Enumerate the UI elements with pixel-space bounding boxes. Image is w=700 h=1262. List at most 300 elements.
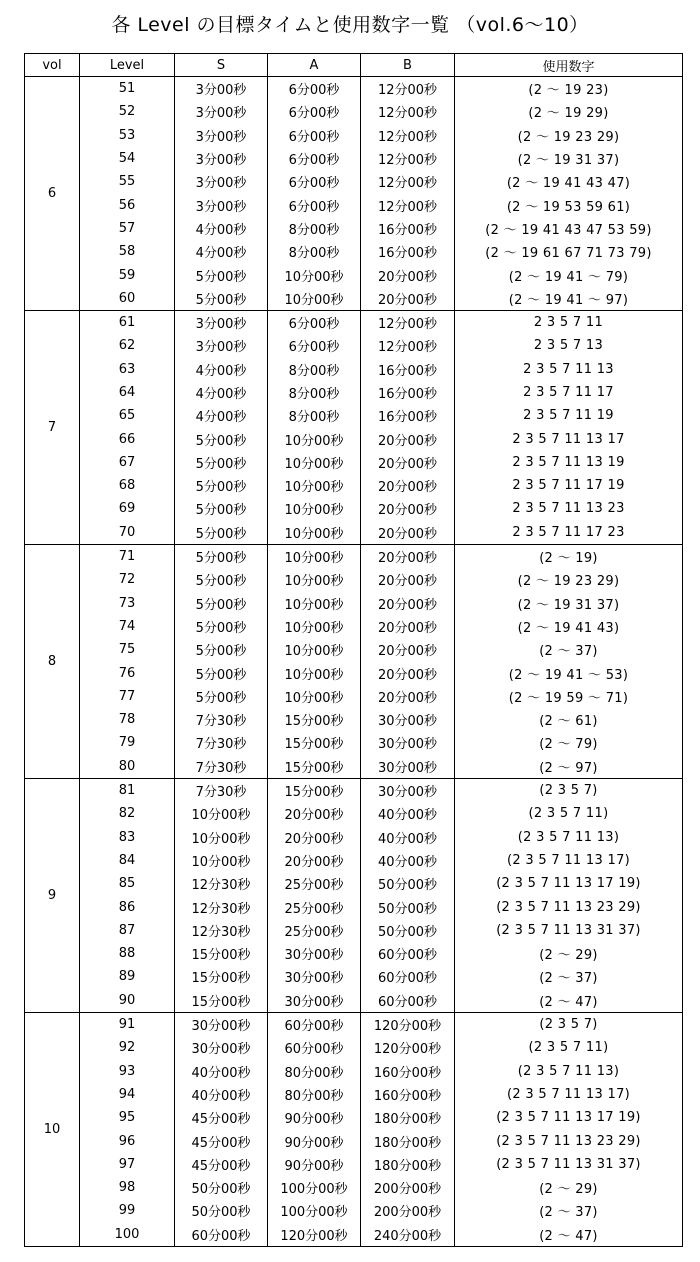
level-cell: 66	[80, 427, 175, 450]
time-b-cell: 60分00秒	[361, 942, 455, 965]
time-s-cell: 15分00秒	[175, 989, 268, 1013]
time-a-cell: 6分00秒	[268, 147, 361, 170]
header-numbers: 使用数字	[455, 54, 683, 77]
table-row	[25, 1036, 683, 1059]
table-row	[25, 427, 683, 450]
level-cell: 60	[80, 287, 175, 311]
numbers-cell: (2 ～ 61)	[455, 708, 683, 731]
table-row	[25, 1199, 683, 1222]
level-cell: 67	[80, 451, 175, 474]
time-a-cell: 60分00秒	[268, 1012, 361, 1036]
time-b-cell: 120分00秒	[361, 1036, 455, 1059]
numbers-cell: (2 ～ 19 41 43 47 53 59)	[455, 217, 683, 240]
time-s-cell: 3分00秒	[175, 170, 268, 193]
table-row	[25, 592, 683, 615]
level-table	[24, 53, 683, 1247]
numbers-cell: 2 3 5 7 11 13 19	[455, 451, 683, 474]
time-s-cell: 7分30秒	[175, 755, 268, 779]
time-b-cell: 30分00秒	[361, 731, 455, 754]
time-s-cell: 5分00秒	[175, 497, 268, 520]
table-body	[25, 77, 683, 1247]
time-a-cell: 6分00秒	[268, 193, 361, 216]
time-a-cell: 10分00秒	[268, 615, 361, 638]
level-cell: 71	[80, 544, 175, 568]
table-row	[25, 568, 683, 591]
numbers-cell: (2 3 5 7 11 13 17 19)	[455, 872, 683, 895]
time-s-cell: 3分00秒	[175, 147, 268, 170]
table-row	[25, 778, 683, 802]
time-s-cell: 30分00秒	[175, 1012, 268, 1036]
table-row	[25, 240, 683, 263]
table-row	[25, 685, 683, 708]
level-cell: 93	[80, 1059, 175, 1082]
numbers-cell: (2 3 5 7 11 13)	[455, 826, 683, 849]
numbers-cell: (2 ～ 19 23)	[455, 77, 683, 101]
time-s-cell: 10分00秒	[175, 826, 268, 849]
numbers-cell: (2 ～ 37)	[455, 1199, 683, 1222]
time-a-cell: 15分00秒	[268, 755, 361, 779]
numbers-cell: (2 ～ 19 59 ～ 71)	[455, 685, 683, 708]
numbers-cell: (2 ～ 19 41 ～ 97)	[455, 287, 683, 311]
time-a-cell: 10分00秒	[268, 287, 361, 311]
time-b-cell: 20分00秒	[361, 287, 455, 311]
time-b-cell: 50分00秒	[361, 872, 455, 895]
time-a-cell: 15分00秒	[268, 731, 361, 754]
table-row	[25, 965, 683, 988]
time-a-cell: 10分00秒	[268, 661, 361, 684]
numbers-cell: (2 ～ 19 29)	[455, 100, 683, 123]
time-a-cell: 10分00秒	[268, 451, 361, 474]
table-row	[25, 1129, 683, 1152]
level-cell: 85	[80, 872, 175, 895]
time-b-cell: 20分00秒	[361, 497, 455, 520]
numbers-cell: 2 3 5 7 11 13	[455, 358, 683, 381]
time-b-cell: 240分00秒	[361, 1223, 455, 1247]
table-row	[25, 451, 683, 474]
time-b-cell: 180分00秒	[361, 1153, 455, 1176]
time-a-cell: 10分00秒	[268, 521, 361, 545]
time-s-cell: 5分00秒	[175, 263, 268, 286]
numbers-cell: (2 ～ 19 23 29)	[455, 568, 683, 591]
table-row	[25, 404, 683, 427]
table-row	[25, 661, 683, 684]
time-b-cell: 16分00秒	[361, 404, 455, 427]
time-b-cell: 16分00秒	[361, 358, 455, 381]
time-b-cell: 12分00秒	[361, 170, 455, 193]
level-cell: 82	[80, 802, 175, 825]
header-row	[25, 54, 683, 77]
header-s: S	[175, 54, 268, 77]
time-a-cell: 10分00秒	[268, 544, 361, 568]
numbers-cell: (2 ～ 19)	[455, 544, 683, 568]
table-row	[25, 1059, 683, 1082]
level-cell: 68	[80, 474, 175, 497]
level-cell: 58	[80, 240, 175, 263]
time-a-cell: 10分00秒	[268, 592, 361, 615]
time-a-cell: 8分00秒	[268, 381, 361, 404]
time-b-cell: 60分00秒	[361, 965, 455, 988]
time-b-cell: 50分00秒	[361, 919, 455, 942]
numbers-cell: (2 3 5 7 11 13 17)	[455, 849, 683, 872]
numbers-cell: (2 ～ 19 41 43 47)	[455, 170, 683, 193]
vol-cell: 7	[25, 310, 80, 544]
time-a-cell: 6分00秒	[268, 310, 361, 334]
numbers-cell: (2 ～ 19 53 59 61)	[455, 193, 683, 216]
table-row	[25, 358, 683, 381]
level-cell: 57	[80, 217, 175, 240]
level-cell: 84	[80, 849, 175, 872]
table-row	[25, 802, 683, 825]
time-b-cell: 40分00秒	[361, 849, 455, 872]
time-a-cell: 8分00秒	[268, 358, 361, 381]
level-cell: 52	[80, 100, 175, 123]
level-cell: 74	[80, 615, 175, 638]
time-b-cell: 50分00秒	[361, 895, 455, 918]
time-s-cell: 12分30秒	[175, 919, 268, 942]
numbers-cell: (2 ～ 19 41 ～ 53)	[455, 661, 683, 684]
time-a-cell: 90分00秒	[268, 1129, 361, 1152]
time-a-cell: 90分00秒	[268, 1106, 361, 1129]
numbers-cell: (2 ～ 47)	[455, 1223, 683, 1247]
time-b-cell: 12分00秒	[361, 124, 455, 147]
time-a-cell: 6分00秒	[268, 77, 361, 101]
numbers-cell: (2 3 5 7 11)	[455, 802, 683, 825]
level-cell: 100	[80, 1223, 175, 1247]
table-row	[25, 193, 683, 216]
level-cell: 97	[80, 1153, 175, 1176]
time-s-cell: 3分00秒	[175, 193, 268, 216]
time-s-cell: 50分00秒	[175, 1199, 268, 1222]
table-row	[25, 1153, 683, 1176]
table-row	[25, 755, 683, 779]
time-s-cell: 10分00秒	[175, 849, 268, 872]
numbers-cell: (2 ～ 19 61 67 71 73 79)	[455, 240, 683, 263]
numbers-cell: (2 3 5 7 11 13 31 37)	[455, 1153, 683, 1176]
table-row	[25, 263, 683, 286]
time-s-cell: 5分00秒	[175, 661, 268, 684]
numbers-cell: (2 3 5 7 11 13 31 37)	[455, 919, 683, 942]
time-b-cell: 12分00秒	[361, 334, 455, 357]
numbers-cell: 2 3 5 7 11 19	[455, 404, 683, 427]
time-s-cell: 5分00秒	[175, 685, 268, 708]
time-b-cell: 30分00秒	[361, 708, 455, 731]
table-row	[25, 919, 683, 942]
time-a-cell: 20分00秒	[268, 802, 361, 825]
numbers-cell: (2 ～ 37)	[455, 638, 683, 661]
time-s-cell: 60分00秒	[175, 1223, 268, 1247]
time-s-cell: 7分30秒	[175, 778, 268, 802]
level-cell: 87	[80, 919, 175, 942]
numbers-cell: 2 3 5 7 11 17	[455, 381, 683, 404]
time-a-cell: 15分00秒	[268, 708, 361, 731]
level-cell: 99	[80, 1199, 175, 1222]
numbers-cell: (2 ～ 19 23 29)	[455, 124, 683, 147]
time-b-cell: 30分00秒	[361, 755, 455, 779]
numbers-cell: (2 ～ 97)	[455, 755, 683, 779]
time-s-cell: 5分00秒	[175, 474, 268, 497]
numbers-cell: (2 3 5 7 11 13 23 29)	[455, 895, 683, 918]
level-cell: 88	[80, 942, 175, 965]
table-row	[25, 124, 683, 147]
time-a-cell: 100分00秒	[268, 1176, 361, 1199]
time-a-cell: 20分00秒	[268, 849, 361, 872]
time-s-cell: 45分00秒	[175, 1106, 268, 1129]
table-row	[25, 895, 683, 918]
time-a-cell: 120分00秒	[268, 1223, 361, 1247]
time-s-cell: 40分00秒	[175, 1083, 268, 1106]
time-s-cell: 3分00秒	[175, 124, 268, 147]
header-b: B	[361, 54, 455, 77]
numbers-cell: (2 3 5 7)	[455, 778, 683, 802]
time-a-cell: 20分00秒	[268, 826, 361, 849]
table-row	[25, 708, 683, 731]
time-b-cell: 20分00秒	[361, 544, 455, 568]
time-s-cell: 40分00秒	[175, 1059, 268, 1082]
time-b-cell: 40分00秒	[361, 802, 455, 825]
level-cell: 83	[80, 826, 175, 849]
table-row	[25, 147, 683, 170]
time-s-cell: 5分00秒	[175, 638, 268, 661]
level-cell: 53	[80, 124, 175, 147]
level-cell: 73	[80, 592, 175, 615]
time-b-cell: 16分00秒	[361, 240, 455, 263]
time-b-cell: 120分00秒	[361, 1012, 455, 1036]
level-cell: 91	[80, 1012, 175, 1036]
table-row	[25, 497, 683, 520]
level-cell: 98	[80, 1176, 175, 1199]
time-a-cell: 8分00秒	[268, 217, 361, 240]
time-b-cell: 20分00秒	[361, 615, 455, 638]
level-cell: 65	[80, 404, 175, 427]
time-a-cell: 100分00秒	[268, 1199, 361, 1222]
time-a-cell: 8分00秒	[268, 404, 361, 427]
time-a-cell: 15分00秒	[268, 778, 361, 802]
time-a-cell: 25分00秒	[268, 872, 361, 895]
time-a-cell: 6分00秒	[268, 124, 361, 147]
level-cell: 54	[80, 147, 175, 170]
time-s-cell: 3分00秒	[175, 334, 268, 357]
table-row	[25, 100, 683, 123]
table-row	[25, 1176, 683, 1199]
level-cell: 95	[80, 1106, 175, 1129]
numbers-cell: (2 ～ 79)	[455, 731, 683, 754]
time-s-cell: 4分00秒	[175, 240, 268, 263]
time-s-cell: 45分00秒	[175, 1153, 268, 1176]
level-cell: 55	[80, 170, 175, 193]
level-cell: 75	[80, 638, 175, 661]
time-s-cell: 5分00秒	[175, 568, 268, 591]
time-s-cell: 3分00秒	[175, 310, 268, 334]
time-b-cell: 60分00秒	[361, 989, 455, 1013]
time-a-cell: 25分00秒	[268, 919, 361, 942]
time-a-cell: 10分00秒	[268, 638, 361, 661]
time-s-cell: 4分00秒	[175, 404, 268, 427]
time-b-cell: 12分00秒	[361, 310, 455, 334]
time-b-cell: 16分00秒	[361, 217, 455, 240]
numbers-cell: (2 3 5 7)	[455, 1012, 683, 1036]
time-a-cell: 10分00秒	[268, 497, 361, 520]
vol-cell: 9	[25, 778, 80, 1012]
table-row	[25, 287, 683, 311]
numbers-cell: (2 ～ 47)	[455, 989, 683, 1013]
level-cell: 51	[80, 77, 175, 101]
time-b-cell: 12分00秒	[361, 77, 455, 101]
numbers-cell: 2 3 5 7 11	[455, 310, 683, 334]
table-row	[25, 872, 683, 895]
time-s-cell: 50分00秒	[175, 1176, 268, 1199]
table-row	[25, 544, 683, 568]
numbers-cell: (2 ～ 29)	[455, 1176, 683, 1199]
numbers-cell: 2 3 5 7 11 13 23	[455, 497, 683, 520]
time-s-cell: 5分00秒	[175, 592, 268, 615]
time-b-cell: 20分00秒	[361, 474, 455, 497]
time-s-cell: 15分00秒	[175, 965, 268, 988]
time-a-cell: 30分00秒	[268, 989, 361, 1013]
time-a-cell: 6分00秒	[268, 334, 361, 357]
time-b-cell: 160分00秒	[361, 1083, 455, 1106]
time-a-cell: 30分00秒	[268, 942, 361, 965]
page-title: 各 Level の目標タイムと使用数字一覧 （vol.6～10）	[111, 14, 589, 36]
numbers-cell: (2 ～ 19 31 37)	[455, 592, 683, 615]
time-s-cell: 5分00秒	[175, 287, 268, 311]
table-row	[25, 1106, 683, 1129]
numbers-cell: (2 ～ 29)	[455, 942, 683, 965]
time-a-cell: 10分00秒	[268, 263, 361, 286]
time-b-cell: 20分00秒	[361, 592, 455, 615]
time-s-cell: 7分30秒	[175, 708, 268, 731]
table-row	[25, 1223, 683, 1247]
time-a-cell: 10分00秒	[268, 427, 361, 450]
time-a-cell: 60分00秒	[268, 1036, 361, 1059]
table-row	[25, 474, 683, 497]
level-cell: 86	[80, 895, 175, 918]
numbers-cell: 2 3 5 7 11 17 19	[455, 474, 683, 497]
vol-cell: 6	[25, 77, 80, 311]
time-a-cell: 90分00秒	[268, 1153, 361, 1176]
numbers-cell: (2 3 5 7 11 13 23 29)	[455, 1129, 683, 1152]
level-cell: 96	[80, 1129, 175, 1152]
table-row	[25, 849, 683, 872]
time-s-cell: 4分00秒	[175, 217, 268, 240]
level-cell: 72	[80, 568, 175, 591]
numbers-cell: (2 3 5 7 11 13 17)	[455, 1083, 683, 1106]
table-row	[25, 170, 683, 193]
level-cell: 56	[80, 193, 175, 216]
time-b-cell: 180分00秒	[361, 1106, 455, 1129]
time-s-cell: 4分00秒	[175, 358, 268, 381]
table-row	[25, 334, 683, 357]
numbers-cell: (2 ～ 37)	[455, 965, 683, 988]
time-b-cell: 20分00秒	[361, 451, 455, 474]
level-cell: 69	[80, 497, 175, 520]
time-b-cell: 16分00秒	[361, 381, 455, 404]
table-row	[25, 615, 683, 638]
level-cell: 78	[80, 708, 175, 731]
time-b-cell: 20分00秒	[361, 638, 455, 661]
time-b-cell: 20分00秒	[361, 685, 455, 708]
level-cell: 77	[80, 685, 175, 708]
time-a-cell: 80分00秒	[268, 1059, 361, 1082]
time-b-cell: 200分00秒	[361, 1199, 455, 1222]
time-s-cell: 5分00秒	[175, 521, 268, 545]
time-s-cell: 45分00秒	[175, 1129, 268, 1152]
level-cell: 80	[80, 755, 175, 779]
time-a-cell: 25分00秒	[268, 895, 361, 918]
time-a-cell: 80分00秒	[268, 1083, 361, 1106]
table-row	[25, 942, 683, 965]
numbers-cell: 2 3 5 7 13	[455, 334, 683, 357]
level-cell: 76	[80, 661, 175, 684]
time-b-cell: 40分00秒	[361, 826, 455, 849]
time-b-cell: 20分00秒	[361, 427, 455, 450]
time-b-cell: 12分00秒	[361, 100, 455, 123]
table-row	[25, 217, 683, 240]
time-s-cell: 3分00秒	[175, 100, 268, 123]
time-s-cell: 5分00秒	[175, 544, 268, 568]
table-row	[25, 826, 683, 849]
time-s-cell: 30分00秒	[175, 1036, 268, 1059]
time-s-cell: 3分00秒	[175, 77, 268, 101]
header-vol: vol	[25, 54, 80, 77]
numbers-cell: (2 3 5 7 11)	[455, 1036, 683, 1059]
vol-cell: 8	[25, 544, 80, 778]
time-a-cell: 8分00秒	[268, 240, 361, 263]
time-b-cell: 20分00秒	[361, 521, 455, 545]
level-cell: 63	[80, 358, 175, 381]
level-cell: 79	[80, 731, 175, 754]
numbers-cell: (2 ～ 19 41 43)	[455, 615, 683, 638]
table-row	[25, 310, 683, 334]
time-b-cell: 20分00秒	[361, 263, 455, 286]
level-cell: 90	[80, 989, 175, 1013]
table-row	[25, 731, 683, 754]
time-a-cell: 10分00秒	[268, 685, 361, 708]
time-s-cell: 5分00秒	[175, 615, 268, 638]
numbers-cell: (2 3 5 7 11 13)	[455, 1059, 683, 1082]
level-cell: 64	[80, 381, 175, 404]
level-cell: 94	[80, 1083, 175, 1106]
table-row	[25, 77, 683, 101]
header-level: Level	[80, 54, 175, 77]
numbers-cell: 2 3 5 7 11 17 23	[455, 521, 683, 545]
time-b-cell: 160分00秒	[361, 1059, 455, 1082]
time-s-cell: 12分30秒	[175, 895, 268, 918]
time-a-cell: 10分00秒	[268, 474, 361, 497]
table-row	[25, 638, 683, 661]
level-cell: 61	[80, 310, 175, 334]
table-row	[25, 989, 683, 1013]
table-row	[25, 381, 683, 404]
table-row	[25, 521, 683, 545]
time-b-cell: 12分00秒	[361, 193, 455, 216]
level-cell: 89	[80, 965, 175, 988]
time-b-cell: 12分00秒	[361, 147, 455, 170]
level-cell: 70	[80, 521, 175, 545]
time-a-cell: 6分00秒	[268, 100, 361, 123]
time-a-cell: 6分00秒	[268, 170, 361, 193]
numbers-cell: (2 3 5 7 11 13 17 19)	[455, 1106, 683, 1129]
time-b-cell: 20分00秒	[361, 568, 455, 591]
level-cell: 59	[80, 263, 175, 286]
time-s-cell: 5分00秒	[175, 451, 268, 474]
time-a-cell: 30分00秒	[268, 965, 361, 988]
numbers-cell: (2 ～ 19 31 37)	[455, 147, 683, 170]
time-s-cell: 7分30秒	[175, 731, 268, 754]
time-b-cell: 20分00秒	[361, 661, 455, 684]
level-cell: 81	[80, 778, 175, 802]
level-cell: 92	[80, 1036, 175, 1059]
table-row	[25, 1083, 683, 1106]
